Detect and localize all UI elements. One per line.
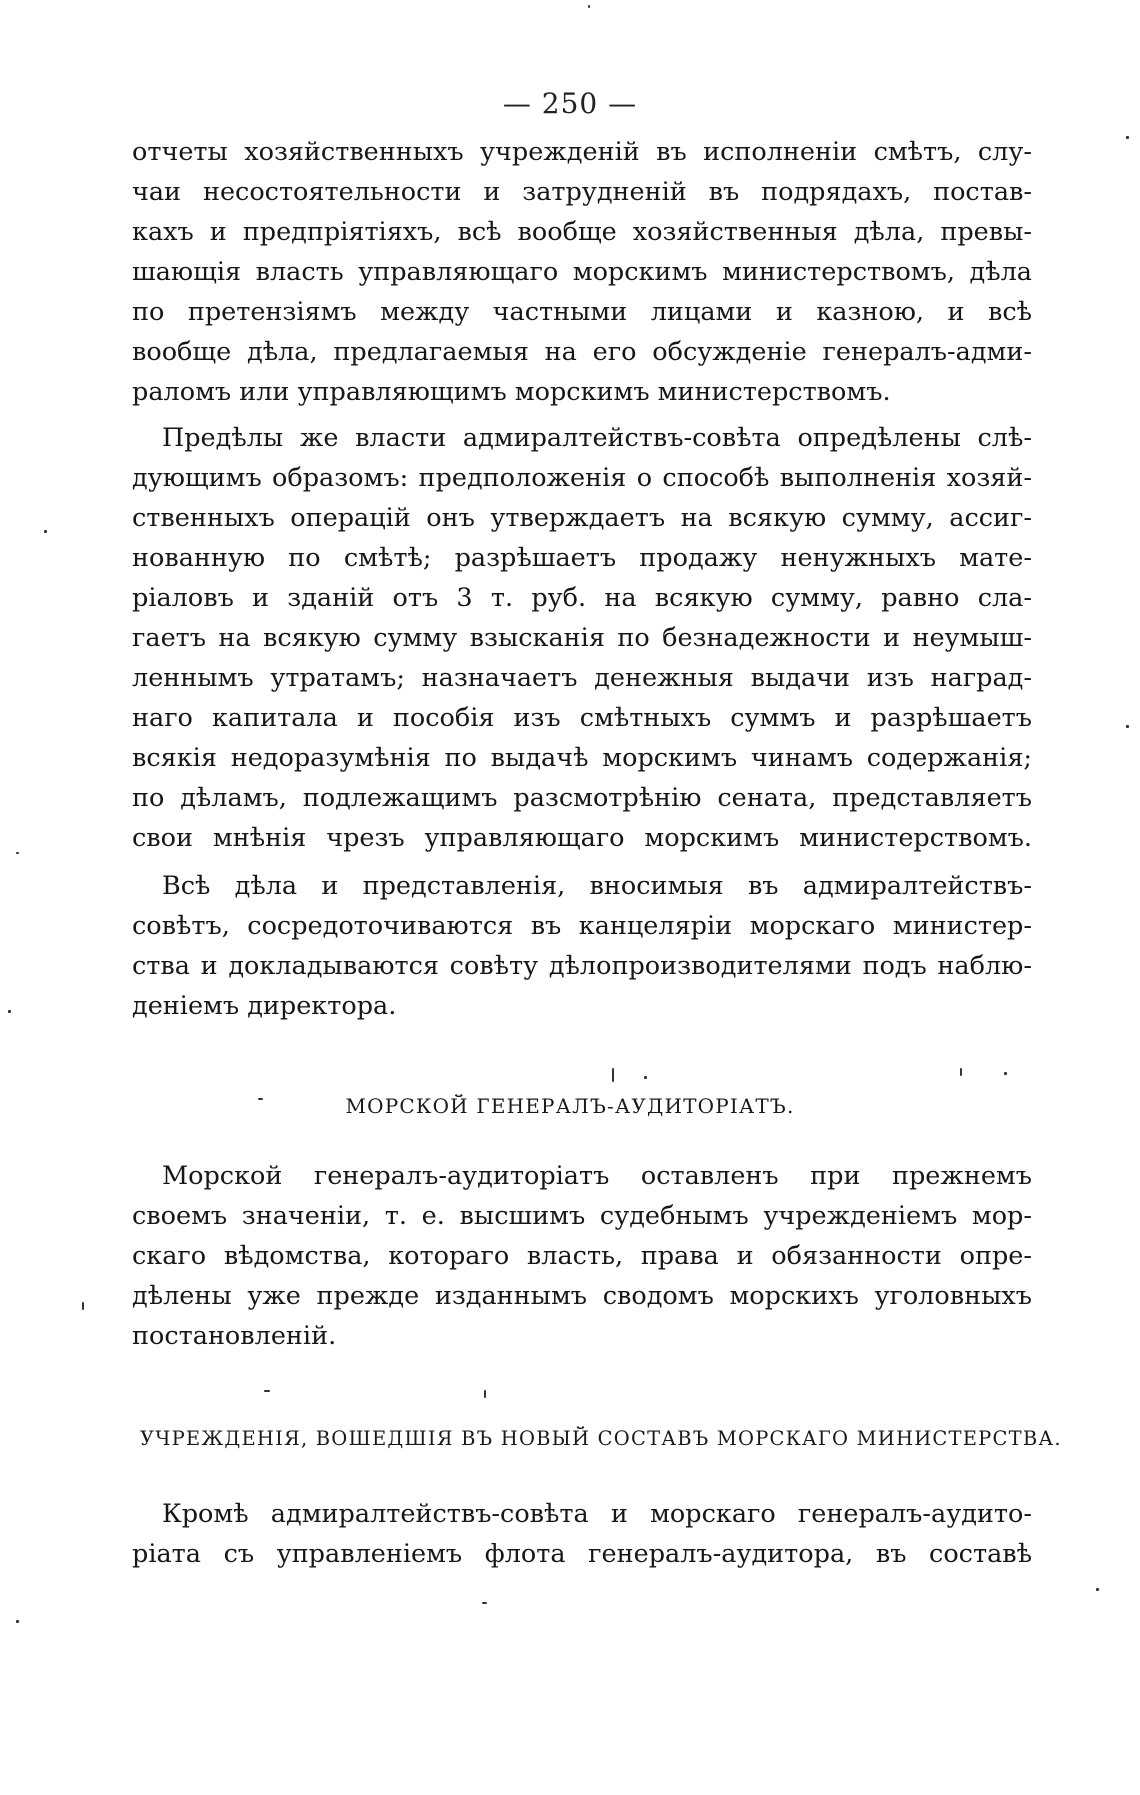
- text-line: ства и докладываются совѣту дѣлопроизводителями подъ наблю-: [132, 951, 1032, 981]
- text-line: наго капитала и пособія изъ смѣтныхъ суммъ и разрѣшаетъ: [132, 703, 1032, 733]
- text-line: Предѣлы же власти адмиралтействъ-совѣта опредѣлены слѣ-: [162, 423, 1032, 453]
- scan-speck: [44, 530, 47, 533]
- text-line: дующимъ образомъ: предположенія о способѣ выполненія хозяй-: [132, 463, 1032, 493]
- text-line: шающія власть управляющаго морскимъ министерствомъ, дѣла: [132, 257, 1032, 287]
- text-line: ственныхъ операцій онъ утверждаетъ на всякую сумму, ассиг-: [132, 503, 1032, 533]
- section-heading: МОРСКОЙ ГЕНЕРАЛЪ-АУДИТОРІАТЪ.: [345, 1094, 795, 1118]
- text-line: по претензіямъ между частными лицами и казною, и всѣ: [132, 297, 1032, 327]
- scan-speck: [1126, 725, 1129, 728]
- scan-speck: [644, 1076, 647, 1079]
- section-heading: УЧРЕЖДЕНІЯ, ВОШЕДШІЯ ВЪ НОВЫЙ СОСТАВЪ МОРСКАГО МИНИСТЕРСТВА.: [140, 1427, 1062, 1450]
- text-line: Всѣ дѣла и представленія, вносимыя въ адмиралтействъ-: [162, 871, 1032, 901]
- text-line: отчеты хозяйственныхъ учрежденій въ исполненіи смѣтъ, слу-: [132, 137, 1032, 167]
- text-line: совѣтъ, сосредоточиваются въ канцеляріи морскаго министер-: [132, 911, 1032, 941]
- scan-speck: [960, 1068, 962, 1076]
- text-line: ріата съ управленіемъ флота генералъ-аудитора, въ составѣ: [132, 1539, 1032, 1569]
- text-line: чаи несостоятельности и затрудненій въ подрядахъ, постав-: [132, 177, 1032, 207]
- text-line: по дѣламъ, подлежащимъ разсмотрѣнію сената, представляетъ: [132, 783, 1032, 813]
- scan-speck: [484, 1390, 486, 1398]
- scan-speck: [16, 1620, 19, 1623]
- text-line: всякія недоразумѣнія по выдачѣ морскимъ чинамъ содержанія;: [132, 743, 1032, 773]
- scan-speck: [16, 852, 19, 854]
- text-line: ріаловъ и зданій отъ 3 т. руб. на всякую сумму, равно сла-: [132, 583, 1032, 613]
- scan-speck: [1096, 1588, 1099, 1591]
- text-line: нованную по смѣтѣ; разрѣшаетъ продажу ненужныхъ мате-: [132, 543, 1032, 573]
- scan-speck: [82, 1302, 84, 1310]
- scan-speck: [1126, 136, 1129, 139]
- text-line: скаго вѣдомства, котораго власть, права и обязанности опре-: [132, 1241, 1032, 1271]
- text-line: кахъ и предпріятіяхъ, всѣ вообще хозяйственныя дѣла, превы-: [132, 217, 1032, 247]
- scan-speck: [258, 1098, 263, 1100]
- scan-speck: [264, 1390, 270, 1392]
- text-line: своемъ значеніи, т. е. высшимъ судебнымъ учрежденіемъ мор-: [132, 1201, 1032, 1231]
- scan-speck: [482, 1602, 487, 1604]
- scan-speck: [1004, 1072, 1007, 1075]
- text-line: раломъ или управляющимъ морскимъ министерствомъ.: [132, 377, 891, 407]
- text-line: свои мнѣнія чрезъ управляющаго морскимъ министерствомъ.: [132, 823, 1032, 853]
- text-line: леннымъ утратамъ; назначаетъ денежныя выдачи изъ наград-: [132, 663, 1032, 693]
- text-line: гаетъ на всякую сумму взысканія по безнадежности и неумыш-: [132, 623, 1032, 653]
- text-line: вообще дѣла, предлагаемыя на его обсужденіе генералъ-адми-: [132, 337, 1032, 367]
- scan-speck: [588, 5, 590, 8]
- text-line: деніемъ директора.: [132, 991, 397, 1021]
- text-line: Кромѣ адмиралтействъ-совѣта и морскаго генералъ-аудито-: [162, 1499, 1032, 1529]
- text-line: Морской генералъ-аудиторіатъ оставленъ при прежнемъ: [162, 1161, 1032, 1191]
- scan-speck: [8, 1010, 11, 1013]
- text-line: дѣлены уже прежде изданнымъ сводомъ морскихъ уголовныхъ: [132, 1281, 1032, 1311]
- page-number: — 250 —: [502, 87, 638, 120]
- text-line: постановленій.: [132, 1321, 337, 1351]
- scan-speck: [612, 1068, 614, 1082]
